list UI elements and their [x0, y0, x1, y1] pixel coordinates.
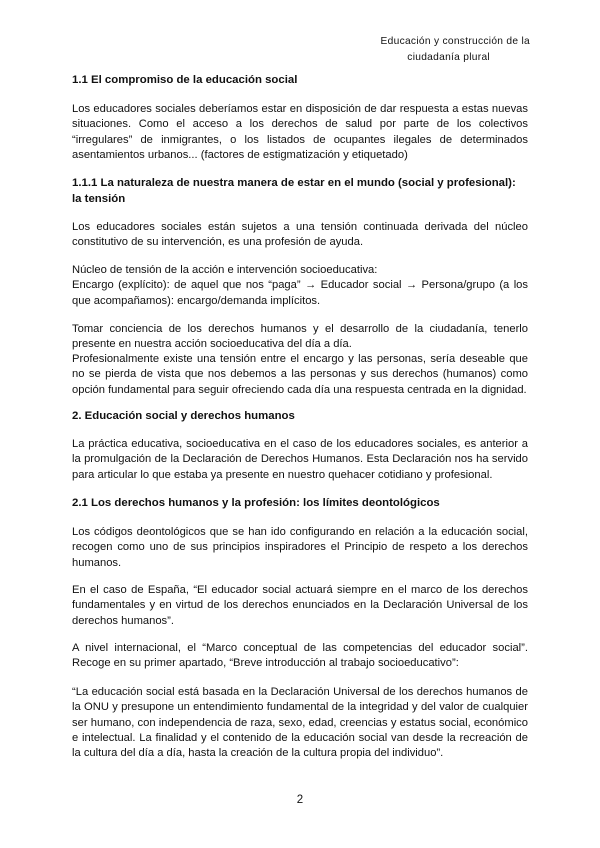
tension-core-detail: Encargo (explícito): de aquel que nos “paga” → Educador social → Persona/grupo (a los que acompañamos): encargo/demanda implícitos. — [72, 279, 528, 307]
paragraph-2-1-c: A nivel internacional, el “Marco conceptual de las competencias del educador social”. Recoge en su primer apartado, “Breve introducción al trabajo socioeducativo”: — [72, 642, 528, 670]
paragraph-2-a: La práctica educativa, socioeducativa en el caso de los educadores sociales, es anterior a la promulgación de la Declaración de Derechos Humanos. Esta Declaración nos ha servido para articular lo que estaba ya presente en nuestro quehacer cotidiano y profesional. — [72, 438, 528, 481]
running-header-line-2: ciudadanía plural — [407, 52, 490, 63]
paragraph-2-1-b: En el caso de España, “El educador social actuará siempre en el marco de los derechos fundamentales y en virtud de los derechos enunciados en la Declaración Universal de los derechos humanos”. — [72, 584, 528, 627]
paragraph-1-1-1-b — [72, 263, 528, 309]
paragraph-1-1-1-a: Los educadores sociales están sujetos a una tensión continuada derivada del núcleo constitutivo de su intervención, es una profesión de ayuda. — [72, 221, 528, 249]
running-header-line-1: Educación y construcción de la — [380, 36, 530, 47]
paragraph-2-1-a: Los códigos deontológicos que se han ido configurando en relación a la educación social, recogen como uno de sus principios inspiradores el Principio de respeto a los derechos humanos. — [72, 526, 528, 569]
heading-2: 2. Educación social y derechos humanos — [72, 410, 295, 422]
heading-1-1: 1.1 El compromiso de la educación social — [72, 74, 298, 86]
heading-2-1: 2.1 Los derechos humanos y la profesión: los límites deontológicos — [72, 497, 440, 509]
page-number: 2 — [296, 794, 304, 806]
heading-1-1-1: 1.1.1 La naturaleza de nuestra manera de estar en el mundo (social y profesional): la tensión — [72, 177, 516, 205]
paragraph-2-1-d-quote: “La educación social está basada en la Declaración Universal de los derechos humanos de la ONU y presupone un entendimiento fundamental de la integridad y del valor de cualquier ser humano, con independencia de raza, sexo, edad, creencias y estatus social, económico e intelectual. La finalidad y el contenido de la educación social van desde la recreación de la cultura del día a día, hasta la creación de la cultura propia del individuo”. — [72, 686, 528, 760]
running-header — [310, 34, 530, 66]
paragraph-1-1-a: Los educadores sociales deberíamos estar en disposición de dar respuesta a estas nuevas situaciones. Como el acceso a los derechos de salud por parte de los colectivos “irregulares” de inmigrantes, o los listados de ocupantes ilegales de determinados asentamientos urbanos... (factores de estigmatización y etiquetado) — [72, 103, 528, 161]
paragraph-1-1-1-c: Tomar conciencia de los derechos humanos y el desarrollo de la ciudadanía, tenerlo presente en nuestra acción socioeducativa del día a día. — [72, 323, 528, 351]
paragraph-1-1-1-d: Profesionalmente existe una tensión entre el encargo y las personas, sería deseable que no se pierda de vista que nos debemos a las personas y sus derechos (humanos) como opción fundamental para seguir ofreciendo cada día una respuesta centrada en la dignidad. — [72, 353, 528, 396]
tension-core-line: Núcleo de tensión de la acción e intervención socioeducativa: — [72, 264, 378, 276]
